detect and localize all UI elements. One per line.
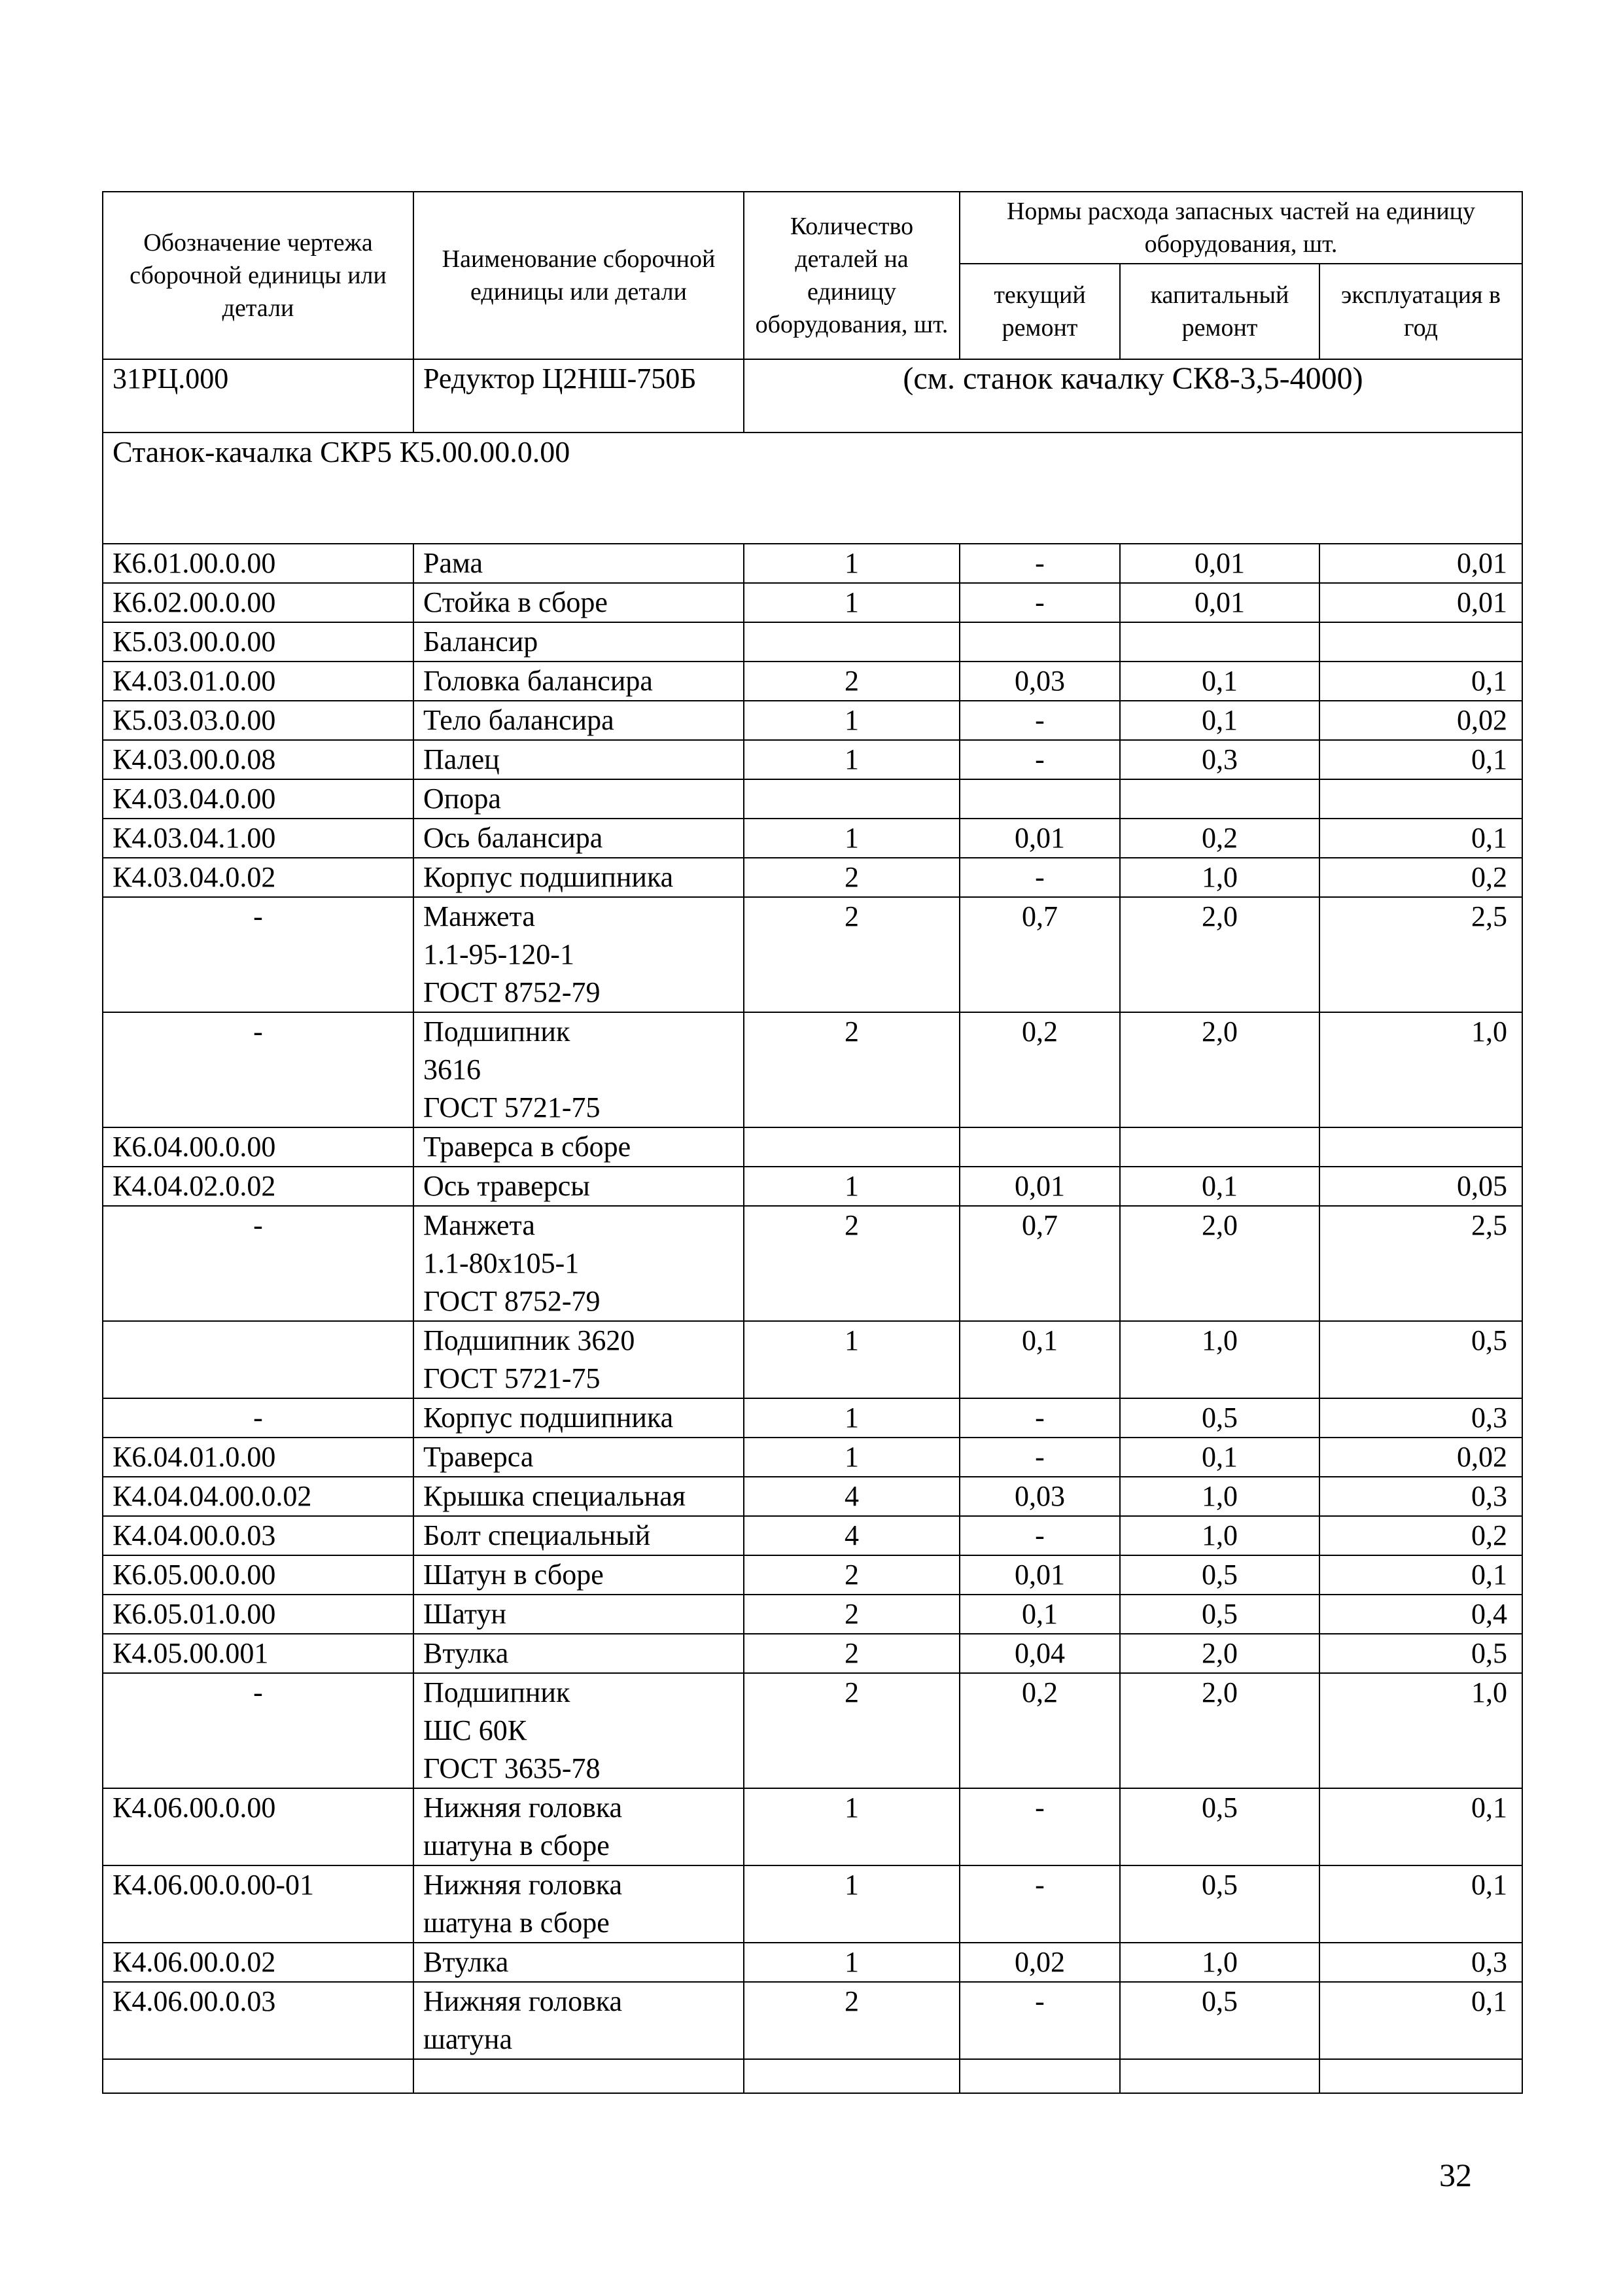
cell-capital-repair — [1120, 779, 1319, 819]
cell-unit-name: Корпус подшипника — [413, 1398, 744, 1438]
cell-current-repair: 0,03 — [960, 1477, 1120, 1516]
cell-quantity: 1 — [744, 819, 960, 858]
cell-quantity: 1 — [744, 1943, 960, 1982]
cell-capital-repair: 0,1 — [1120, 1438, 1319, 1477]
cell-drawing-code: К4.06.00.0.03 — [103, 1982, 413, 2059]
cell-capital-repair: 0,1 — [1120, 662, 1319, 701]
cell-unit-name: Нижняя головка шатуна в сборе — [413, 1865, 744, 1943]
cell-drawing-code: К4.03.04.0.02 — [103, 858, 413, 897]
cell-exploitation: 0,01 — [1319, 544, 1522, 583]
cell-quantity: 1 — [744, 1167, 960, 1206]
cell-capital-repair: 1,0 — [1120, 858, 1319, 897]
cell-unit-name: Шатун — [413, 1595, 744, 1634]
section-title: Станок-качалка СКР5 К5.00.00.0.00 — [103, 433, 1522, 544]
cell-capital-repair: 0,3 — [1120, 740, 1319, 779]
cell-current-repair: 0,2 — [960, 1012, 1120, 1127]
table-row — [103, 1943, 1522, 1982]
reducer-name: Редуктор Ц2НШ-750Б — [413, 359, 744, 433]
cell-exploitation: 0,02 — [1319, 1438, 1522, 1477]
cell-drawing-code: - — [103, 1398, 413, 1438]
cell-unit-name: Корпус подшипника — [413, 858, 744, 897]
cell-current-repair: - — [960, 583, 1120, 622]
cell-quantity — [744, 622, 960, 662]
cell-drawing-code: - — [103, 897, 413, 1012]
header-capital-repair: капитальный ремонт — [1120, 264, 1319, 359]
table-row — [103, 662, 1522, 701]
cell-capital-repair: 0,1 — [1120, 701, 1319, 740]
cell-exploitation: 0,3 — [1319, 1398, 1522, 1438]
table-row — [103, 1438, 1522, 1477]
empty-cell — [413, 2059, 744, 2093]
table-row — [103, 701, 1522, 740]
cell-drawing-code: К5.03.00.0.00 — [103, 622, 413, 662]
cell-unit-name: Рама — [413, 544, 744, 583]
cell-current-repair: 0,2 — [960, 1673, 1120, 1788]
cell-capital-repair: 0,01 — [1120, 583, 1319, 622]
cell-drawing-code: К4.04.00.0.03 — [103, 1516, 413, 1555]
table-row — [103, 1398, 1522, 1438]
cell-unit-name: Ось балансира — [413, 819, 744, 858]
cell-unit-name: Втулка — [413, 1634, 744, 1673]
cell-drawing-code: К4.03.04.1.00 — [103, 819, 413, 858]
cell-drawing-code: К5.03.03.0.00 — [103, 701, 413, 740]
header-current-repair: текущий ремонт — [960, 264, 1120, 359]
cell-drawing-code: К4.03.01.0.00 — [103, 662, 413, 701]
cell-capital-repair: 2,0 — [1120, 1634, 1319, 1673]
cell-drawing-code: К4.03.04.0.00 — [103, 779, 413, 819]
cell-unit-name: Болт специальный — [413, 1516, 744, 1555]
cell-unit-name: Палец — [413, 740, 744, 779]
table-row — [103, 583, 1522, 622]
table-row — [103, 544, 1522, 583]
cell-capital-repair: 1,0 — [1120, 1943, 1319, 1982]
cell-unit-name: Подшипник 3616 ГОСТ 5721-75 — [413, 1012, 744, 1127]
cell-quantity: 1 — [744, 1438, 960, 1477]
header-norms: Нормы расхода запасных частей на единицу оборудования, шт. — [960, 192, 1522, 264]
header-exploitation: эксплуатация в год — [1319, 264, 1522, 359]
cell-quantity: 2 — [744, 1012, 960, 1127]
cell-drawing-code: К6.05.01.0.00 — [103, 1595, 413, 1634]
cell-capital-repair: 2,0 — [1120, 1673, 1319, 1788]
cell-exploitation — [1319, 1127, 1522, 1167]
cell-quantity — [744, 779, 960, 819]
cell-unit-name: Подшипник ШС 60К ГОСТ 3635-78 — [413, 1673, 744, 1788]
page-number: 32 — [1439, 2157, 1472, 2193]
cell-exploitation: 1,0 — [1319, 1673, 1522, 1788]
table-row — [103, 819, 1522, 858]
cell-current-repair: - — [960, 1865, 1120, 1943]
reducer-code: 31РЦ.000 — [103, 359, 413, 433]
cell-quantity: 1 — [744, 544, 960, 583]
cell-capital-repair: 0,5 — [1120, 1865, 1319, 1943]
cell-current-repair: 0,01 — [960, 1555, 1120, 1595]
table-row — [103, 1865, 1522, 1943]
table-row — [103, 1321, 1522, 1398]
header-drawing-code: Обозначение чертежа сборочной единицы или детали — [103, 192, 413, 359]
cell-current-repair: - — [960, 740, 1120, 779]
table-row — [103, 1167, 1522, 1206]
empty-cell — [1319, 2059, 1522, 2093]
table-row — [103, 1012, 1522, 1127]
cell-unit-name: Головка балансира — [413, 662, 744, 701]
cell-exploitation: 0,5 — [1319, 1321, 1522, 1398]
cell-current-repair — [960, 779, 1120, 819]
cell-exploitation: 0,05 — [1319, 1167, 1522, 1206]
cell-exploitation — [1319, 622, 1522, 662]
cell-current-repair — [960, 622, 1120, 662]
header-quantity: Количество деталей на единицу оборудования, шт. — [744, 192, 960, 359]
cell-unit-name: Балансир — [413, 622, 744, 662]
cell-capital-repair: 1,0 — [1120, 1516, 1319, 1555]
cell-drawing-code: К6.05.00.0.00 — [103, 1555, 413, 1595]
cell-quantity: 1 — [744, 1788, 960, 1865]
cell-exploitation: 0,1 — [1319, 1788, 1522, 1865]
cell-exploitation: 1,0 — [1319, 1012, 1522, 1127]
cell-unit-name: Тело балансира — [413, 701, 744, 740]
cell-current-repair: 0,01 — [960, 1167, 1120, 1206]
table-row — [103, 1555, 1522, 1595]
cell-capital-repair: 1,0 — [1120, 1321, 1319, 1398]
table-row — [103, 858, 1522, 897]
cell-current-repair: 0,7 — [960, 897, 1120, 1012]
cell-drawing-code: К6.04.01.0.00 — [103, 1438, 413, 1477]
cell-exploitation: 0,1 — [1319, 1865, 1522, 1943]
cell-capital-repair: 1,0 — [1120, 1477, 1319, 1516]
cell-quantity: 1 — [744, 583, 960, 622]
cell-quantity: 1 — [744, 1398, 960, 1438]
cell-unit-name: Втулка — [413, 1943, 744, 1982]
cell-drawing-code: К4.04.04.00.0.02 — [103, 1477, 413, 1516]
cell-unit-name: Манжета 1.1-95-120-1 ГОСТ 8752-79 — [413, 897, 744, 1012]
cell-current-repair: 0,7 — [960, 1206, 1120, 1321]
table-row — [103, 1673, 1522, 1788]
cell-unit-name: Траверса в сборе — [413, 1127, 744, 1167]
empty-cell — [1120, 2059, 1319, 2093]
cell-capital-repair: 0,5 — [1120, 1398, 1319, 1438]
cell-drawing-code: - — [103, 1206, 413, 1321]
cell-drawing-code: К4.06.00.0.00 — [103, 1788, 413, 1865]
reducer-note: (см. станок качалку СК8-3,5-4000) — [744, 359, 1522, 433]
table-row — [103, 897, 1522, 1012]
cell-current-repair: 0,03 — [960, 662, 1120, 701]
cell-unit-name: Манжета 1.1-80х105-1 ГОСТ 8752-79 — [413, 1206, 744, 1321]
cell-capital-repair: 0,1 — [1120, 1167, 1319, 1206]
cell-drawing-code: - — [103, 1673, 413, 1788]
cell-current-repair: 0,04 — [960, 1634, 1120, 1673]
cell-quantity: 2 — [744, 662, 960, 701]
table-header — [103, 192, 1522, 359]
cell-capital-repair: 0,5 — [1120, 1555, 1319, 1595]
cell-capital-repair: 0,5 — [1120, 1595, 1319, 1634]
cell-unit-name: Нижняя головка шатуна — [413, 1982, 744, 2059]
cell-quantity: 2 — [744, 1595, 960, 1634]
cell-unit-name: Нижняя головка шатуна в сборе — [413, 1788, 744, 1865]
cell-capital-repair: 0,5 — [1120, 1982, 1319, 2059]
cell-unit-name: Траверса — [413, 1438, 744, 1477]
cell-current-repair: - — [960, 1982, 1120, 2059]
cell-exploitation: 0,02 — [1319, 701, 1522, 740]
cell-quantity: 1 — [744, 1321, 960, 1398]
header-unit-name: Наименование сборочной единицы или детали — [413, 192, 744, 359]
cell-quantity: 4 — [744, 1516, 960, 1555]
cell-current-repair: - — [960, 544, 1120, 583]
spare-parts-table — [102, 191, 1523, 2094]
cell-capital-repair: 2,0 — [1120, 1206, 1319, 1321]
cell-drawing-code: К4.04.02.0.02 — [103, 1167, 413, 1206]
cell-unit-name: Опора — [413, 779, 744, 819]
cell-current-repair: 0,1 — [960, 1595, 1120, 1634]
table-row — [103, 1127, 1522, 1167]
cell-exploitation: 0,01 — [1319, 583, 1522, 622]
cell-quantity — [744, 1127, 960, 1167]
cell-exploitation: 0,2 — [1319, 1516, 1522, 1555]
empty-cell — [103, 2059, 413, 2093]
cell-quantity: 2 — [744, 1634, 960, 1673]
table-row — [103, 622, 1522, 662]
cell-capital-repair: 0,01 — [1120, 544, 1319, 583]
cell-exploitation — [1319, 779, 1522, 819]
cell-quantity: 2 — [744, 1206, 960, 1321]
cell-exploitation: 0,3 — [1319, 1943, 1522, 1982]
cell-current-repair: 0,01 — [960, 819, 1120, 858]
cell-drawing-code: К6.04.00.0.00 — [103, 1127, 413, 1167]
cell-current-repair: 0,02 — [960, 1943, 1120, 1982]
cell-drawing-code: К4.06.00.0.00-01 — [103, 1865, 413, 1943]
cell-exploitation: 0,1 — [1319, 662, 1522, 701]
table-row — [103, 1634, 1522, 1673]
cell-current-repair: - — [960, 858, 1120, 897]
cell-capital-repair: 0,5 — [1120, 1788, 1319, 1865]
cell-exploitation: 0,1 — [1319, 1555, 1522, 1595]
cell-drawing-code — [103, 1321, 413, 1398]
cell-current-repair: - — [960, 1398, 1120, 1438]
cell-capital-repair — [1120, 1127, 1319, 1167]
table-row — [103, 1595, 1522, 1634]
cell-exploitation: 2,5 — [1319, 897, 1522, 1012]
cell-drawing-code: К4.03.00.0.08 — [103, 740, 413, 779]
cell-drawing-code: К6.01.00.0.00 — [103, 544, 413, 583]
table-row — [103, 1788, 1522, 1865]
cell-exploitation: 0,1 — [1319, 819, 1522, 858]
cell-current-repair: 0,1 — [960, 1321, 1120, 1398]
table-row — [103, 1206, 1522, 1321]
cell-quantity: 1 — [744, 701, 960, 740]
cell-quantity: 2 — [744, 897, 960, 1012]
cell-quantity: 2 — [744, 1982, 960, 2059]
cell-exploitation: 2,5 — [1319, 1206, 1522, 1321]
cell-current-repair — [960, 1127, 1120, 1167]
cell-exploitation: 0,3 — [1319, 1477, 1522, 1516]
cell-unit-name: Подшипник 3620 ГОСТ 5721-75 — [413, 1321, 744, 1398]
cell-unit-name: Крышка специальная — [413, 1477, 744, 1516]
table-row — [103, 1477, 1522, 1516]
cell-unit-name: Шатун в сборе — [413, 1555, 744, 1595]
cell-capital-repair: 2,0 — [1120, 897, 1319, 1012]
cell-quantity: 2 — [744, 1673, 960, 1788]
cell-quantity: 1 — [744, 1865, 960, 1943]
cell-drawing-code: К6.02.00.0.00 — [103, 583, 413, 622]
cell-current-repair: - — [960, 1788, 1120, 1865]
table-row — [103, 1516, 1522, 1555]
cell-drawing-code: К4.06.00.0.02 — [103, 1943, 413, 1982]
empty-cell — [744, 2059, 960, 2093]
cell-quantity: 4 — [744, 1477, 960, 1516]
cell-unit-name: Стойка в сборе — [413, 583, 744, 622]
cell-exploitation: 0,1 — [1319, 740, 1522, 779]
section-row — [103, 433, 1522, 544]
cell-quantity: 1 — [744, 740, 960, 779]
cell-unit-name: Ось траверсы — [413, 1167, 744, 1206]
cell-drawing-code: К4.05.00.001 — [103, 1634, 413, 1673]
cell-exploitation: 0,1 — [1319, 1982, 1522, 2059]
cell-drawing-code: - — [103, 1012, 413, 1127]
cell-exploitation: 0,2 — [1319, 858, 1522, 897]
cell-current-repair: - — [960, 1516, 1120, 1555]
table-body — [103, 359, 1522, 2093]
cell-current-repair: - — [960, 1438, 1120, 1477]
empty-cell — [960, 2059, 1120, 2093]
cell-capital-repair: 0,2 — [1120, 819, 1319, 858]
empty-row — [103, 2059, 1522, 2093]
reducer-row — [103, 359, 1522, 433]
cell-capital-repair: 2,0 — [1120, 1012, 1319, 1127]
cell-quantity: 2 — [744, 1555, 960, 1595]
table-row — [103, 1982, 1522, 2059]
cell-exploitation: 0,4 — [1319, 1595, 1522, 1634]
table-row — [103, 779, 1522, 819]
cell-current-repair: - — [960, 701, 1120, 740]
cell-exploitation: 0,5 — [1319, 1634, 1522, 1673]
cell-quantity: 2 — [744, 858, 960, 897]
table-row — [103, 740, 1522, 779]
cell-capital-repair — [1120, 622, 1319, 662]
